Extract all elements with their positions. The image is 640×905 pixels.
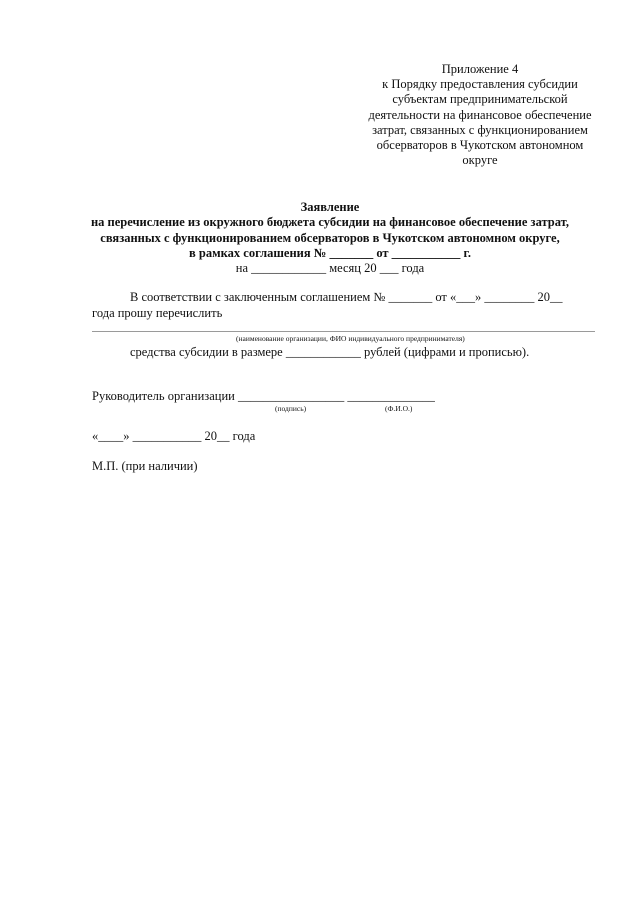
- date-line: «____» ___________ 20__ года: [92, 429, 256, 443]
- request-line: года прошу перечислить: [92, 306, 223, 320]
- signature-caption: (подпись): [275, 404, 307, 413]
- org-name-rule: [92, 331, 595, 332]
- title-line: на перечисление из окружного бюджета субсидии на финансовое обеспечение затрат,: [90, 215, 570, 230]
- appendix-line: округе: [462, 153, 498, 168]
- appendix-line: обсерваторов в Чукотском автономном: [376, 138, 584, 153]
- appendix-line: к Порядку предоставления субсидии: [382, 77, 578, 92]
- title-line: связанных с функционированием обсерваторов в Чукотском автономном округе,: [100, 230, 560, 245]
- appendix-number: Приложение 4: [441, 62, 519, 76]
- stamp-line: М.П. (при наличии): [92, 459, 198, 473]
- title-period-line: на ____________ месяц 20 ___ года: [235, 261, 425, 276]
- org-caption: (наименование организации, ФИО индивидуального предпринимателя): [236, 334, 465, 343]
- document-title: [60, 200, 640, 276]
- name-caption: (Ф.И.О.): [385, 404, 413, 413]
- appendix-header: [350, 62, 610, 168]
- agreement-line: В соответствии с заключенным соглашением № _______ от «___» ________ 20__: [130, 290, 563, 304]
- appendix-line: субъектам предпринимательской: [392, 92, 568, 107]
- title-agreement-line: в рамках соглашения № _______ от ___________ г.: [189, 245, 471, 260]
- amount-line: средства субсидии в размере ____________ рублей (цифрами и прописью).: [130, 345, 530, 359]
- signature-line: Руководитель организации _________________ ______________: [92, 389, 435, 403]
- title-heading: Заявление: [300, 200, 360, 214]
- appendix-line: деятельности на финансовое обеспечение: [368, 107, 592, 122]
- appendix-line: затрат, связанных с функционированием: [372, 122, 588, 137]
